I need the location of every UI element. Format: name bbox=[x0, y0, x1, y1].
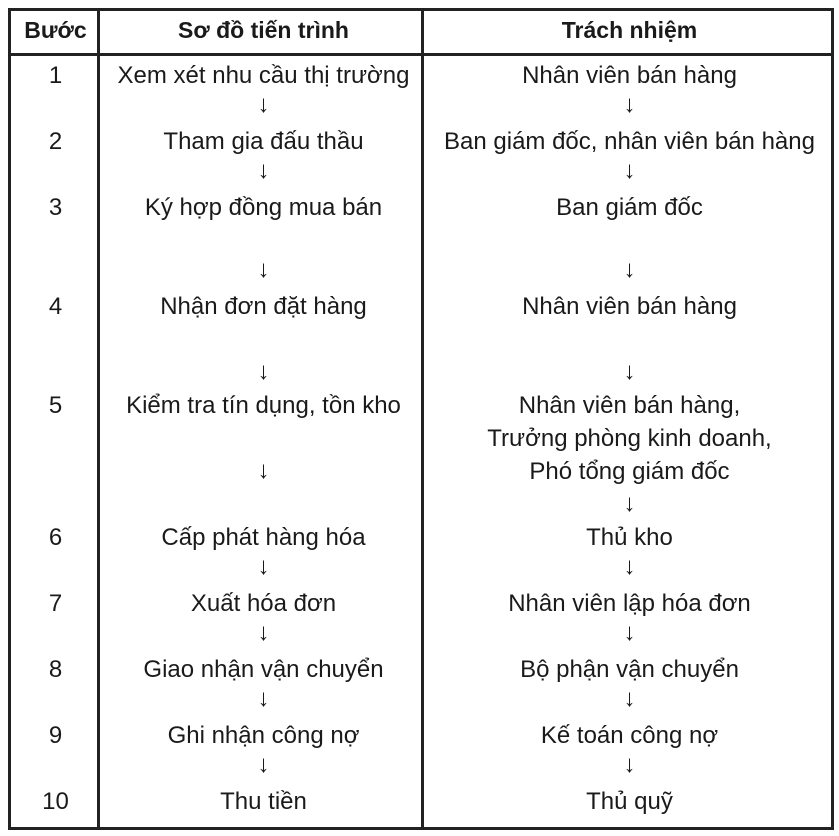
process-step: Tham gia đấu thầu bbox=[163, 128, 364, 155]
arrow-down-icon: ↓ bbox=[257, 553, 270, 580]
arrow-down-icon: ↓ bbox=[623, 553, 636, 580]
responsibility: Nhân viên lập hóa đơn bbox=[508, 590, 751, 617]
responsibility: Ban giám đốc bbox=[556, 194, 703, 221]
process-step: Cấp phát hàng hóa bbox=[161, 524, 366, 551]
arrow-down-icon: ↓ bbox=[257, 619, 270, 646]
arrow-down-icon: ↓ bbox=[257, 457, 270, 484]
responsibility: Ban giám đốc, nhân viên bán hàng bbox=[444, 128, 815, 155]
step-number: 4 bbox=[48, 293, 63, 320]
process-step: Kiểm tra tín dụng, tồn kho bbox=[126, 392, 401, 419]
arrow-down-icon: ↓ bbox=[257, 256, 270, 283]
arrow-down-icon: ↓ bbox=[623, 619, 636, 646]
process-step: Ghi nhận công nợ bbox=[167, 722, 360, 749]
process-step: Ký hợp đồng mua bán bbox=[144, 194, 383, 221]
responsibility: Kế toán công nợ bbox=[540, 722, 719, 749]
step-number: 9 bbox=[48, 722, 63, 749]
arrow-down-icon: ↓ bbox=[257, 685, 270, 712]
step-number: 8 bbox=[48, 656, 63, 683]
arrow-down-icon: ↓ bbox=[623, 751, 636, 778]
step-number: 5 bbox=[48, 392, 63, 419]
header-step: Bước bbox=[24, 17, 87, 43]
process-step: Giao nhận vận chuyển bbox=[143, 656, 384, 683]
step-number: 6 bbox=[48, 524, 63, 551]
responsibility: Thủ kho bbox=[586, 524, 673, 551]
step-number: 7 bbox=[48, 590, 63, 617]
arrow-down-icon: ↓ bbox=[623, 256, 636, 283]
header-divider bbox=[8, 53, 834, 56]
responsibility: Trưởng phòng kinh doanh, bbox=[487, 425, 772, 452]
arrow-down-icon: ↓ bbox=[623, 358, 636, 385]
step-number: 2 bbox=[48, 128, 63, 155]
process-step: Xem xét nhu cầu thị trường bbox=[117, 62, 410, 89]
process-step: Xuất hóa đơn bbox=[190, 590, 337, 617]
responsibility: Phó tổng giám đốc bbox=[529, 458, 730, 485]
arrow-down-icon: ↓ bbox=[623, 490, 636, 517]
responsibility: Nhân viên bán hàng bbox=[522, 62, 737, 89]
arrow-down-icon: ↓ bbox=[623, 91, 636, 118]
arrow-down-icon: ↓ bbox=[257, 358, 270, 385]
arrow-down-icon: ↓ bbox=[257, 751, 270, 778]
process-step: Nhận đơn đặt hàng bbox=[160, 293, 367, 320]
header-responsibility: Trách nhiệm bbox=[561, 17, 698, 43]
process-step: Thu tiền bbox=[220, 788, 307, 815]
arrow-down-icon: ↓ bbox=[623, 685, 636, 712]
step-number: 10 bbox=[42, 788, 69, 815]
step-number: 3 bbox=[48, 194, 63, 221]
responsibility: Nhân viên bán hàng, bbox=[518, 392, 741, 419]
header-process: Sơ đồ tiến trình bbox=[178, 17, 349, 43]
arrow-down-icon: ↓ bbox=[257, 91, 270, 118]
responsibility: Nhân viên bán hàng bbox=[522, 293, 737, 320]
arrow-down-icon: ↓ bbox=[257, 157, 270, 184]
arrow-down-icon: ↓ bbox=[623, 157, 636, 184]
responsibility: Bộ phận vận chuyển bbox=[520, 656, 739, 683]
responsibility: Thủ quỹ bbox=[586, 788, 673, 815]
step-number: 1 bbox=[48, 62, 63, 89]
